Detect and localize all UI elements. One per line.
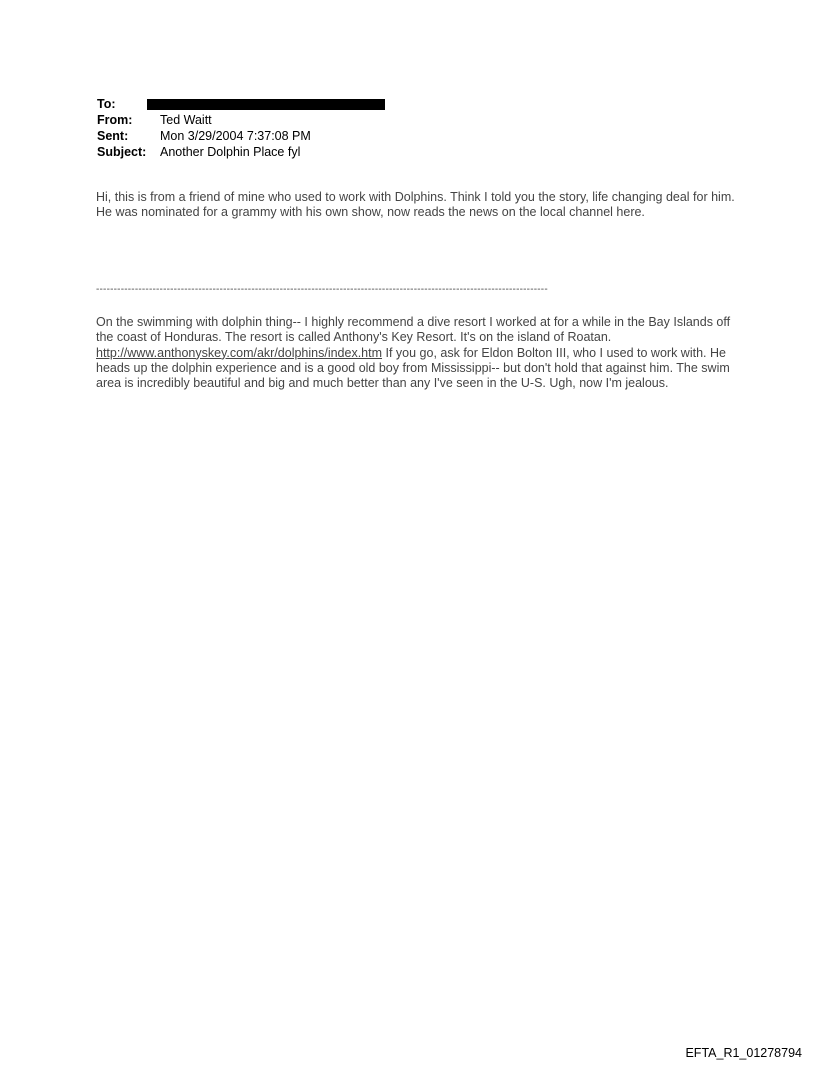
sent-value: Mon 3/29/2004 7:37:08 PM (160, 129, 311, 143)
to-row (97, 96, 385, 112)
intro-paragraph: Hi, this is from a friend of mine who used to work with Dolphins. Think I told you the story, life changing deal for him. He was nominated for a grammy with his own show, now reads the news on the local channel here. (96, 190, 735, 220)
email-header (97, 96, 385, 160)
subject-value: Another Dolphin Place fyl (160, 145, 301, 159)
subject-label: Subject: (97, 145, 147, 159)
from-value: Ted Waitt (160, 113, 212, 127)
subject-row (97, 144, 385, 160)
forwarded-paragraph (96, 315, 736, 391)
from-label: From: (97, 113, 133, 127)
to-label: To: (97, 97, 116, 111)
forwarded-text-part1: On the swimming with dolphin thing-- I highly recommend a dive resort I worked at for a while in the Bay Islands off the coast of Honduras. The resort is called Anthony's Key Resort. It's on the island of Roatan. (96, 315, 731, 345)
sent-label: Sent: (97, 129, 129, 143)
resort-link[interactable]: http://www.anthonyskey.com/akr/dolphins/index.htm (96, 345, 383, 360)
sent-row (97, 128, 385, 144)
from-row (97, 112, 385, 128)
document-id: EFTA_R1_01278794 (685, 1046, 802, 1060)
redacted-recipient (147, 99, 385, 110)
forwarded-text-part2: If you go, ask for Eldon Bolton III, who I used to work with. He heads up the dolphin experience and is a good old boy from Mississippi-- but don't hold that against him. The swim area is incredibly beautiful and big and much better than any I've seen in the U-S. Ugh, now I'm jealous. (96, 345, 730, 391)
separator-line: -------------------------------------------------------------------------------------------------------------------------------- (96, 284, 548, 295)
